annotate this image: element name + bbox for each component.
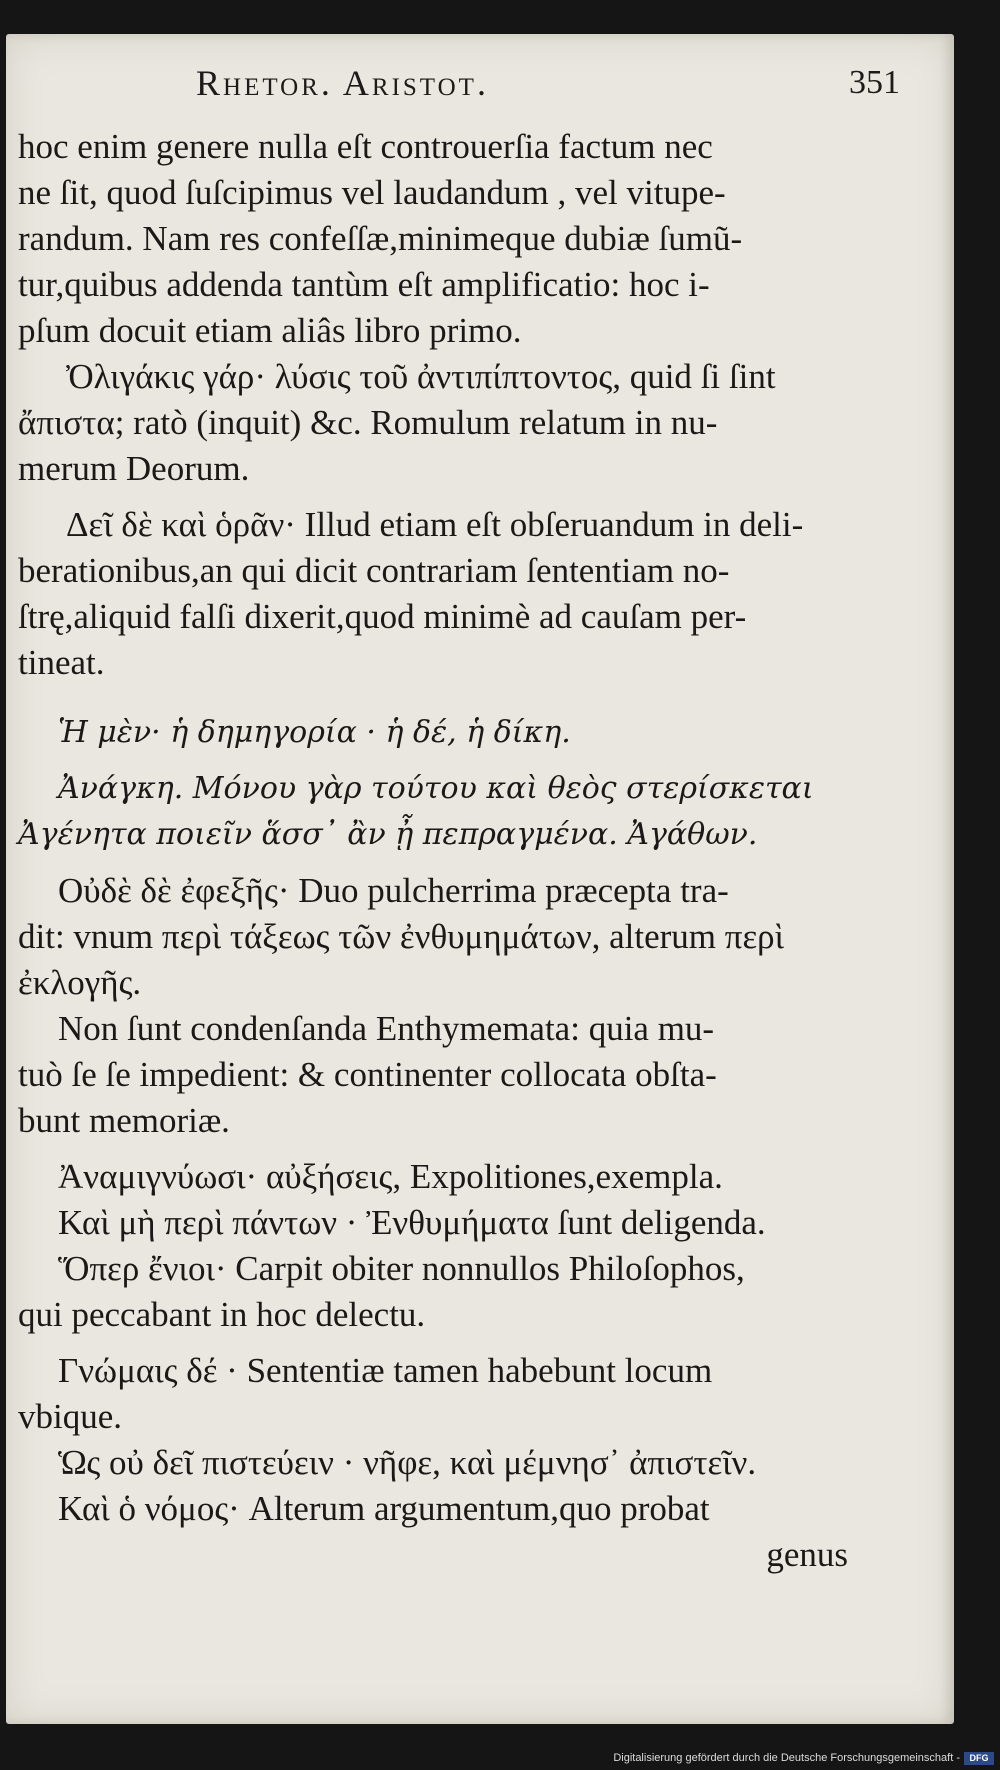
running-title: Rhetor. Aristot. [196, 63, 489, 103]
text-line: Καὶ ὁ νόμος· Alterum argumentum,quo probat [58, 1489, 710, 1528]
greek-line: Ἡ μὲν· ἡ δημηγορία · ἡ δέ, ἡ δίκη. [58, 715, 571, 750]
text-line: Δεῖ δὲ καὶ ὁρᾶν· Illud etiam eſt obſeruandum in deli- [66, 505, 804, 544]
text-line: tineat. [18, 643, 105, 682]
text-line: merum Deorum. [18, 449, 250, 488]
text-line: berationibus,an qui dicit contrariam ſententiam no- [18, 551, 730, 590]
text-body [18, 124, 858, 1578]
text-line: ἄπιστα; ratò (inquit) &c. Romulum relatum in nu- [18, 403, 718, 442]
text-line: Καὶ μὴ περὶ πάντων · Ἐνθυμήματα ſunt deligenda. [58, 1203, 766, 1242]
text-line: Ἀναμιγνύωσι· αὐξήσεις, Expolitiones,exempla. [58, 1157, 723, 1196]
text-line: vbique. [18, 1397, 123, 1436]
text-line: Ὡς οὐ δεῖ πιστεύειν · νῆφε, καὶ μέμνησ᾽ ἀπιστεῖν. [58, 1443, 757, 1482]
text-line: Γνώμαις δέ · Sententiæ tamen habebunt locum [58, 1351, 713, 1390]
page-number: 351 [849, 64, 900, 101]
dfg-logo: DFG [964, 1752, 994, 1765]
text-line: Ὅπερ ἔνιοι· Carpit obiter nonnullos Philoſophos, [58, 1249, 745, 1288]
text-line: randum. Nam res confeſſæ,minimeque dubiæ ſumũ- [18, 219, 743, 258]
page-header [196, 62, 930, 112]
catchword: genus [766, 1535, 848, 1574]
text-line: Non ſunt condenſanda Enthymemata: quia mu- [58, 1009, 715, 1048]
text-line: qui peccabant in hoc delectu. [18, 1295, 426, 1334]
text-line: ἐκλογῆς. [18, 963, 142, 1002]
text-line: tuò ſe ſe impedient: & continenter collocata obſta- [18, 1055, 717, 1094]
text-line: pſum docuit etiam aliâs libro primo. [18, 311, 522, 350]
text-line: ſtrę,aliquid falſi dixerit,quod minimè ad cauſam per- [18, 597, 747, 636]
text-line: tur,quibus addenda tantùm eſt amplificatio: hoc i- [18, 265, 710, 304]
greek-line: Ἀνάγκη. Μόνου γὰρ τούτου καὶ θεὸς στερίσκεται [58, 771, 814, 806]
text-line: Οὐδὲ δὲ ἐφεξῆς· Duo pulcherrima præcepta tra- [58, 871, 729, 910]
text-line: bunt memoriæ. [18, 1101, 230, 1140]
text-line: ne ſit, quod ſuſcipimus vel laudandum , vel vitupe- [18, 173, 726, 212]
text-line: dit: vnum περὶ τάξεως τῶν ἐνθυμημάτων, alterum περὶ [18, 917, 785, 956]
greek-line: Ἀγένητα ποιεῖν ἅσσ᾽ ἂν ᾖ πεπραγμένα. Ἀγάθων. [18, 817, 758, 852]
text-line: hoc enim genere nulla eſt controuerſia factum nec [18, 127, 713, 166]
book-page [6, 34, 954, 1724]
digitization-credit: Digitalisierung gefördert durch die Deutsche Forschungsgemeinschaft - [613, 1752, 960, 1764]
text-line: Ὀλιγάκις γάρ· λύσις τοῦ ἀντιπίπτοντος, quid ſi ſint [66, 357, 776, 396]
